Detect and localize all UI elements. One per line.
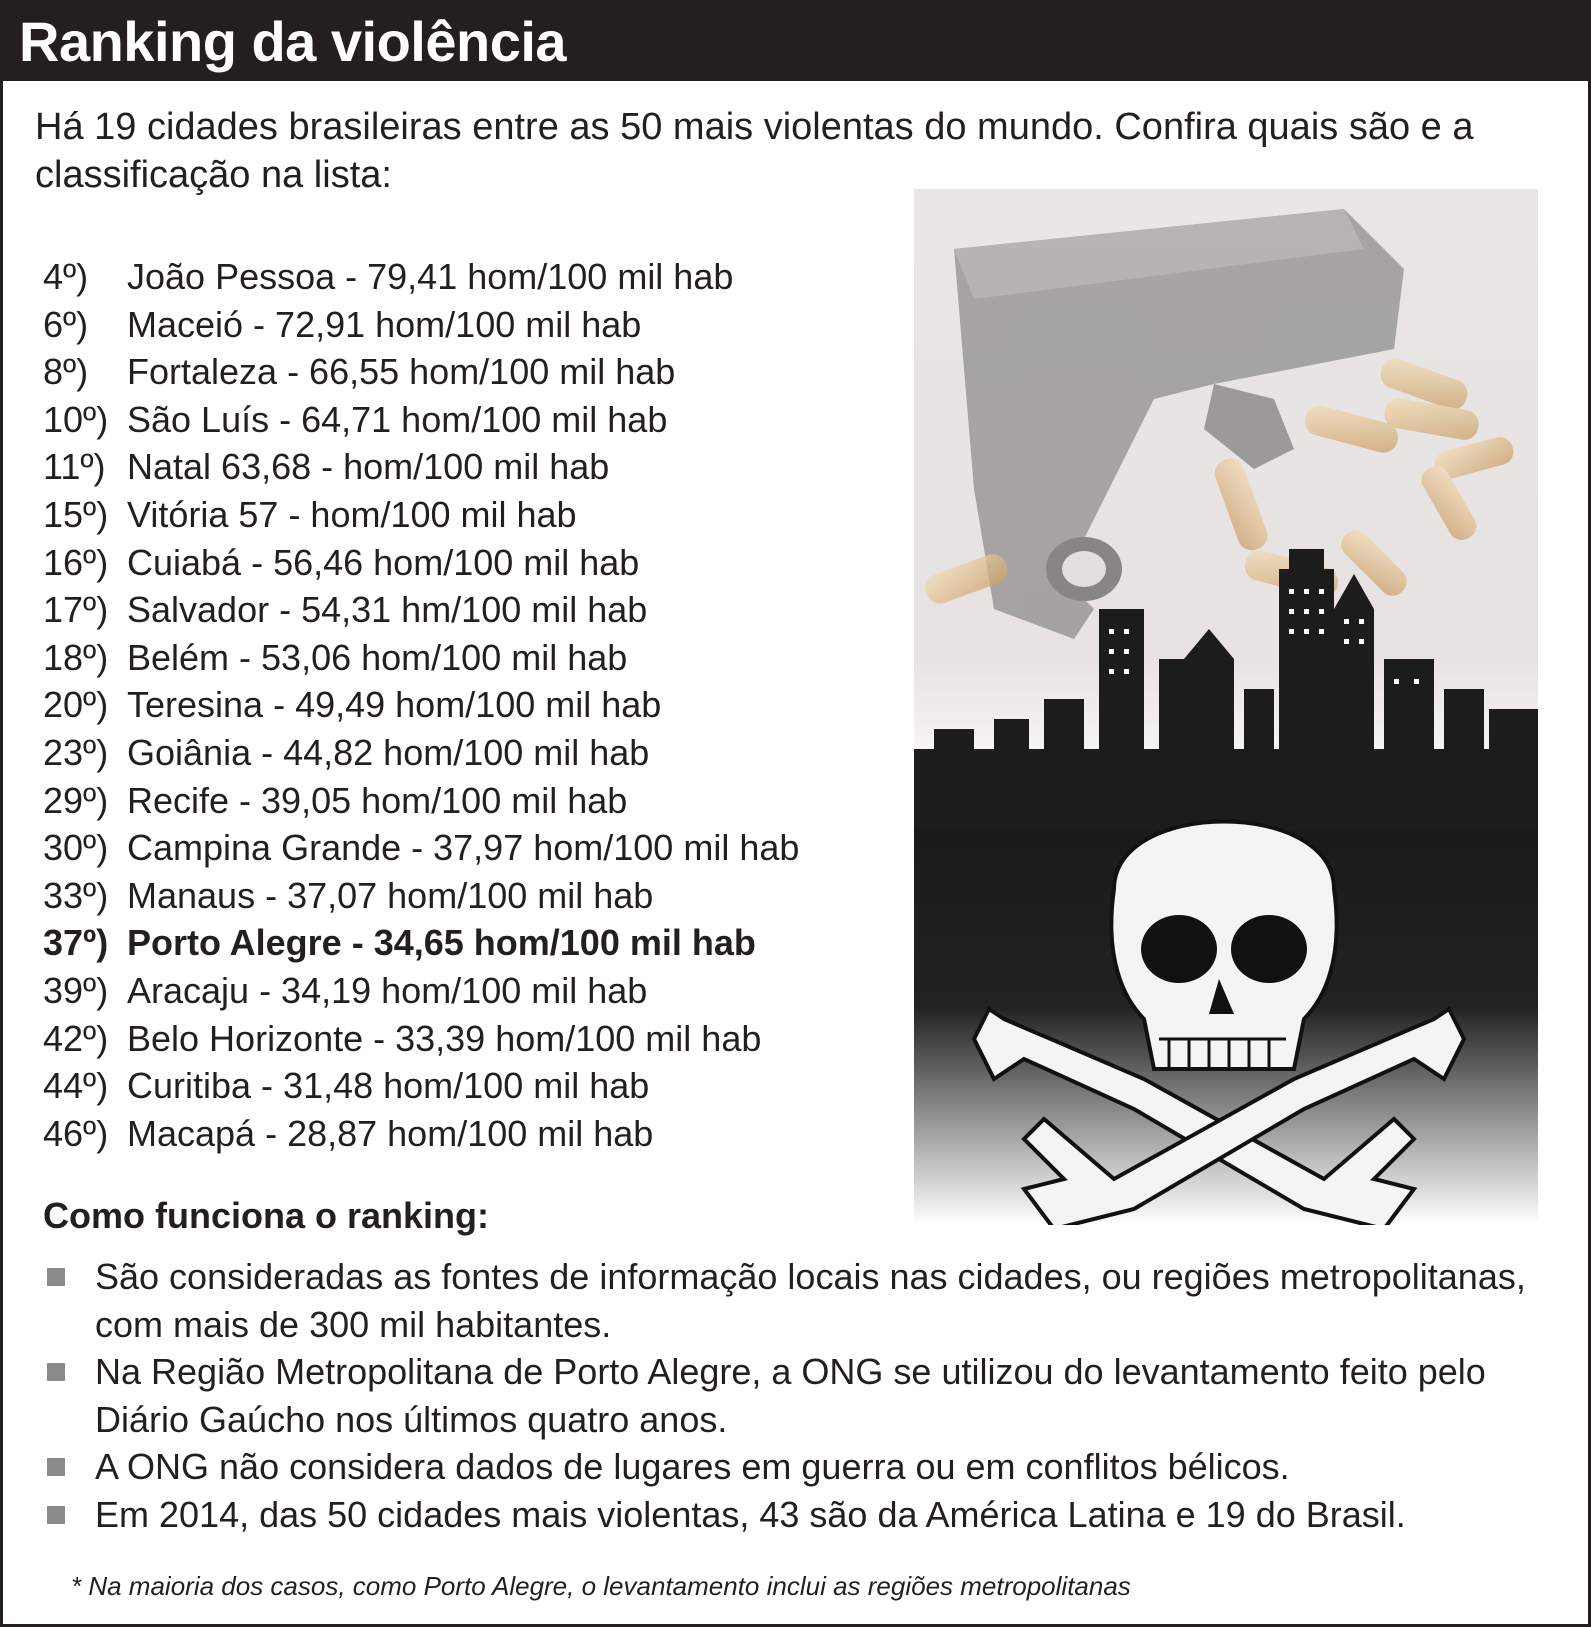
rank-position: 23º) [43, 731, 109, 773]
rank-position: 46º) [43, 1112, 109, 1154]
rank-position: 33º) [43, 874, 109, 916]
rank-position: 10º) [43, 398, 109, 440]
rank-city: Belém - 53,06 hom/100 mil hab [127, 636, 628, 678]
rank-position: 15º) [43, 493, 109, 535]
ranking-item [43, 634, 799, 682]
ranking-item [43, 539, 799, 587]
ranking-item [43, 1015, 799, 1063]
rank-city: Recife - 39,05 hom/100 mil hab [127, 779, 628, 821]
title-bar [3, 3, 1588, 81]
rank-position: 6º) [43, 303, 89, 345]
note-text: A ONG não considera dados de lugares em guerra ou em conflitos bélicos. [95, 1446, 1290, 1487]
note-text: São consideradas as fontes de informação locais nas cidades, ou regiões metropolitanas, com mais de 300 mil habitantes. [95, 1256, 1526, 1345]
rank-position: 42º) [43, 1017, 109, 1059]
ranking-item-highlighted [43, 919, 799, 967]
rank-city: Belo Horizonte - 33,39 hom/100 mil hab [127, 1017, 762, 1059]
square-bullet-icon [47, 1363, 65, 1381]
rank-city: Natal 63,68 - hom/100 mil hab [127, 446, 610, 488]
rank-position: 20º) [43, 684, 109, 726]
ranking-item [43, 253, 799, 301]
ranking-item [43, 301, 799, 349]
note-text: Na Região Metropolitana de Porto Alegre, a ONG se utilizou do levantamento feito pelo Diário Gaúcho nos últimos quatro anos. [95, 1351, 1486, 1440]
ranking-item [43, 1110, 799, 1158]
rank-city: São Luís - 64,71 hom/100 mil hab [127, 398, 668, 440]
rank-city: Teresina - 49,49 hom/100 mil hab [127, 684, 662, 726]
rank-position: 39º) [43, 969, 109, 1011]
ranking-item [43, 1062, 799, 1110]
ranking-item [43, 729, 799, 777]
rank-city: Fortaleza - 66,55 hom/100 mil hab [127, 351, 676, 393]
violence-illustration [914, 189, 1538, 1225]
note-item [45, 1253, 1555, 1348]
rank-city: Cuiabá - 56,46 hom/100 mil hab [127, 541, 640, 583]
ranking-item [43, 348, 799, 396]
note-text: Em 2014, das 50 cidades mais violentas, 43 são da América Latina e 19 do Brasil. [95, 1493, 1406, 1535]
ranking-item [43, 824, 799, 872]
page-title: Ranking da violência [19, 10, 567, 73]
rank-city: Maceió - 72,91 hom/100 mil hab [127, 303, 642, 345]
square-bullet-icon [47, 1268, 65, 1286]
ranking-item [43, 872, 799, 920]
note-item [45, 1491, 1555, 1539]
ranking-item [43, 443, 799, 491]
rank-city: Salvador - 54,31 hm/100 mil hab [127, 589, 648, 631]
notes-list [45, 1253, 1555, 1538]
rank-position: 4º) [43, 256, 89, 297]
ranking-item [43, 491, 799, 539]
rank-position: 16º) [43, 541, 109, 583]
rank-city: Macapá - 28,87 hom/100 mil hab [127, 1112, 654, 1154]
rank-position: 44º) [43, 1065, 109, 1107]
rank-position: 37º) [43, 922, 109, 964]
rank-city: João Pessoa - 79,41 hom/100 mil hab [127, 256, 734, 297]
rank-position: 29º) [43, 779, 109, 821]
rank-city: Goiânia - 44,82 hom/100 mil hab [127, 731, 650, 773]
ranking-item [43, 586, 799, 634]
rank-position: 17º) [43, 589, 109, 631]
rank-city: Campina Grande - 37,97 hom/100 mil hab [127, 827, 800, 869]
rank-position: 30º) [43, 827, 109, 869]
rank-position: 8º) [43, 351, 89, 393]
rank-city: Curitiba - 31,48 hom/100 mil hab [127, 1065, 650, 1107]
rank-position: 18º) [43, 636, 109, 678]
ranking-item [43, 396, 799, 444]
square-bullet-icon [47, 1458, 65, 1476]
ranking-item [43, 777, 799, 825]
ranking-item [43, 967, 799, 1015]
rank-city: Manaus - 37,07 hom/100 mil hab [127, 874, 654, 916]
ranking-list [43, 253, 799, 1157]
rank-city: Aracaju - 34,19 hom/100 mil hab [127, 969, 648, 1011]
ranking-item [43, 681, 799, 729]
intro-text: Há 19 cidades brasileiras entre as 50 mais violentas do mundo. Confira quais são e a classificação na lista: [35, 106, 1474, 196]
rank-position: 11º) [43, 446, 106, 488]
footnote: * Na maioria dos casos, como Porto Alegre, o levantamento inclui as regiões metropolitanas [71, 1571, 1131, 1601]
section-heading: Como funciona o ranking: [43, 1195, 489, 1236]
square-bullet-icon [47, 1506, 65, 1524]
note-item [45, 1443, 1555, 1491]
rank-city: Porto Alegre - 34,65 hom/100 mil hab [127, 922, 756, 964]
rank-city: Vitória 57 - hom/100 mil hab [127, 493, 577, 535]
note-item [45, 1348, 1555, 1443]
